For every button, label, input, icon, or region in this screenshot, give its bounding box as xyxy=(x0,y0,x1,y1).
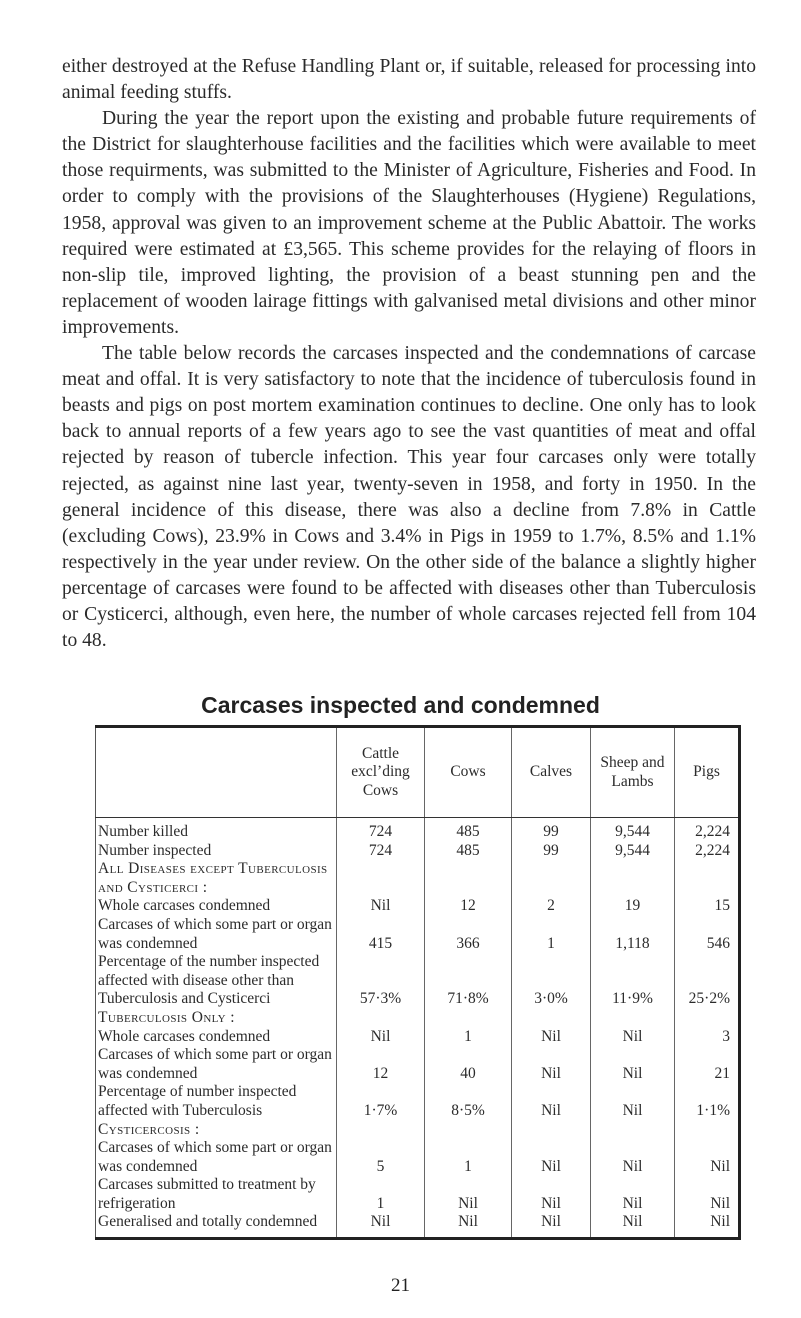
table-cell: Nil xyxy=(591,1213,675,1238)
table-cell: 19 xyxy=(591,897,675,916)
table-cell: Nil xyxy=(512,1046,591,1083)
table-cell: 1 xyxy=(425,1139,512,1176)
table-row xyxy=(96,842,740,861)
table-cell: 12 xyxy=(425,897,512,916)
table-row xyxy=(96,1046,740,1083)
table-cell: 1 xyxy=(512,916,591,953)
table-cell: 12 xyxy=(337,1046,425,1083)
row-label: Whole carcases condemned xyxy=(98,1027,271,1045)
table-cell xyxy=(591,1009,675,1028)
paragraph-slaughterhouse-report: During the year the report upon the existing and probable future requirements of the District for slaughterhouse facilities and the facilities which were available to meet those requirments, was submitted to the Minister of Agriculture, Fisheries and Food. In order to comply with the provisions of the Slaughterhouses (Hygiene) Regulations, 1958, approval was given to an improvement scheme at the Public Abattoir. The works required were estimated at £3,565. This scheme provides for the relaying of floors in non-slip tile, improved lighting, the provision of a beast stunning pen and the replacement of wooden lairage fittings with galvanised metal divisions and other minor improvements. xyxy=(62,108,756,338)
table-cell: 3·0% xyxy=(512,953,591,1009)
table-cell: Nil xyxy=(512,1028,591,1047)
table-cell: 25·2% xyxy=(675,953,740,1009)
header-blank xyxy=(96,727,337,818)
table-cell: Nil xyxy=(425,1213,512,1238)
table-cell: Nil xyxy=(512,1176,591,1213)
page-number: 21 xyxy=(391,1275,410,1296)
table-cell: Nil xyxy=(337,1028,425,1047)
table-body xyxy=(96,818,740,1239)
table-cell: 40 xyxy=(425,1046,512,1083)
header-calves: Calves xyxy=(512,727,591,818)
row-label: Carcases of which some part or organ was condemned xyxy=(98,1046,332,1082)
table-cell: Nil xyxy=(591,1083,675,1120)
table-cell: 2,224 xyxy=(675,842,740,861)
row-label: Carcases of which some part or organ was condemned xyxy=(98,1139,332,1175)
table-row xyxy=(96,1028,740,1047)
table-cell xyxy=(512,860,591,897)
table-cell: Nil xyxy=(591,1139,675,1176)
table-cell: 724 xyxy=(337,818,425,842)
row-label: Percentage of the number inspected affected with disease other than Tuberculosis and Cysticerci xyxy=(98,953,320,1008)
section-heading: Cysticercosis : xyxy=(98,1120,200,1138)
header-cows: Cows xyxy=(425,727,512,818)
table-cell: 485 xyxy=(425,818,512,842)
table-cell: 415 xyxy=(337,916,425,953)
table-header-row xyxy=(96,727,740,818)
table-cell xyxy=(675,1009,740,1028)
table-row xyxy=(96,860,740,897)
table-cell: 1 xyxy=(337,1176,425,1213)
table-cell xyxy=(425,1009,512,1028)
table-cell: Nil xyxy=(512,1213,591,1238)
row-label: Whole carcases condemned xyxy=(98,897,271,915)
table-row xyxy=(96,1213,740,1238)
table-cell: 99 xyxy=(512,842,591,861)
row-label: Carcases submitted to treatment by refrigeration xyxy=(98,1176,316,1212)
table-cell: 1·1% xyxy=(675,1083,740,1120)
table-cell: Nil xyxy=(591,1176,675,1213)
row-label: Generalised and totally condemned xyxy=(98,1213,318,1231)
table-cell: Nil xyxy=(675,1176,740,1213)
row-label: Percentage of number inspected affected with Tuberculosis xyxy=(98,1083,297,1119)
table-cell: 9,544 xyxy=(591,818,675,842)
table-cell: 71·8% xyxy=(425,953,512,1009)
table-cell xyxy=(337,1121,425,1140)
table-cell: 57·3% xyxy=(337,953,425,1009)
header-sheep-lambs: Sheep and Lambs xyxy=(591,727,675,818)
table-cell: 546 xyxy=(675,916,740,953)
table-row xyxy=(96,818,740,842)
paragraph-continued: either destroyed at the Refuse Handling Plant or, if suitable, released for processing into animal feeding stuffs. xyxy=(62,56,756,104)
table-cell: 366 xyxy=(425,916,512,953)
table-row xyxy=(96,916,740,953)
row-label: Number killed xyxy=(98,823,188,840)
table-cell: 8·5% xyxy=(425,1083,512,1120)
table-row xyxy=(96,1083,740,1120)
table-cell: Nil xyxy=(675,1139,740,1176)
table-cell: 1·7% xyxy=(337,1083,425,1120)
table-cell: Nil xyxy=(337,897,425,916)
table-cell: Nil xyxy=(337,1213,425,1238)
table-cell: Nil xyxy=(512,1139,591,1176)
table-title: Carcases inspected and condemned xyxy=(201,692,600,718)
section-heading: All Diseases except Tuberculosis and Cysticerci : xyxy=(98,860,328,896)
table-cell: Nil xyxy=(591,1046,675,1083)
table-cell xyxy=(512,1009,591,1028)
table-cell xyxy=(425,860,512,897)
table-cell: 5 xyxy=(337,1139,425,1176)
table-cell xyxy=(591,860,675,897)
table-row xyxy=(96,1121,740,1140)
table-row xyxy=(96,1176,740,1213)
table-cell: 9,544 xyxy=(591,842,675,861)
row-label: Number inspected xyxy=(98,841,212,859)
table-cell xyxy=(337,860,425,897)
table-cell: 21 xyxy=(675,1046,740,1083)
header-cattle: Cattle excl’ding Cows xyxy=(337,727,425,818)
table-cell xyxy=(675,1121,740,1140)
table-cell: 11·9% xyxy=(591,953,675,1009)
header-pigs: Pigs xyxy=(675,727,740,818)
table-cell xyxy=(675,860,740,897)
table-cell: 1,118 xyxy=(591,916,675,953)
table-cell xyxy=(591,1121,675,1140)
table-cell: Nil xyxy=(512,1083,591,1120)
table-row xyxy=(96,1009,740,1028)
table-cell: 15 xyxy=(675,897,740,916)
section-heading: Tuberculosis Only : xyxy=(98,1008,236,1026)
table-cell: 1 xyxy=(425,1028,512,1047)
table-cell: 2 xyxy=(512,897,591,916)
table-cell xyxy=(512,1121,591,1140)
table-cell: 485 xyxy=(425,842,512,861)
table-cell: Nil xyxy=(675,1213,740,1238)
table-cell xyxy=(337,1009,425,1028)
carcases-table xyxy=(95,725,741,1240)
body-text xyxy=(62,54,756,654)
paragraph-tuberculosis-decline: The table below records the carcases inspected and the condemnations of carcase meat and offal. It is very satisfactory to note that the incidence of tuberculosis found in beasts and pigs on post mortem examination continues to decline. One only has to look back to annual reports of a few years ago to see the vast quantities of meat and offal rejected by reason of tubercle infection. This year four carcases only were totally rejected, as against nine last year, twenty-seven in 1958, and forty in 1950. In the general incidence of this disease, there was also a decline from 7.8% in Cattle (excluding Cows), 23.9% in Cows and 3.4% in Pigs in 1959 to 1.7%, 8.5% and 1.1% respectively in the year under review. On the other side of the balance a slightly higher percentage of carcases were found to be affected with diseases other than Tuberculosis or Cysticerci, although, even here, the number of whole carcases rejected fell from 104 to 48. xyxy=(62,343,756,652)
table-cell: 99 xyxy=(512,818,591,842)
table-cell: Nil xyxy=(425,1176,512,1213)
row-label: Carcases of which some part or organ was condemned xyxy=(98,915,332,952)
table-row xyxy=(96,897,740,916)
table-cell xyxy=(425,1121,512,1140)
table-row xyxy=(96,953,740,1009)
table-cell: 2,224 xyxy=(675,818,740,842)
table-cell: Nil xyxy=(591,1028,675,1047)
table-cell: 3 xyxy=(675,1028,740,1047)
table-cell: 724 xyxy=(337,842,425,861)
table-row xyxy=(96,1139,740,1176)
